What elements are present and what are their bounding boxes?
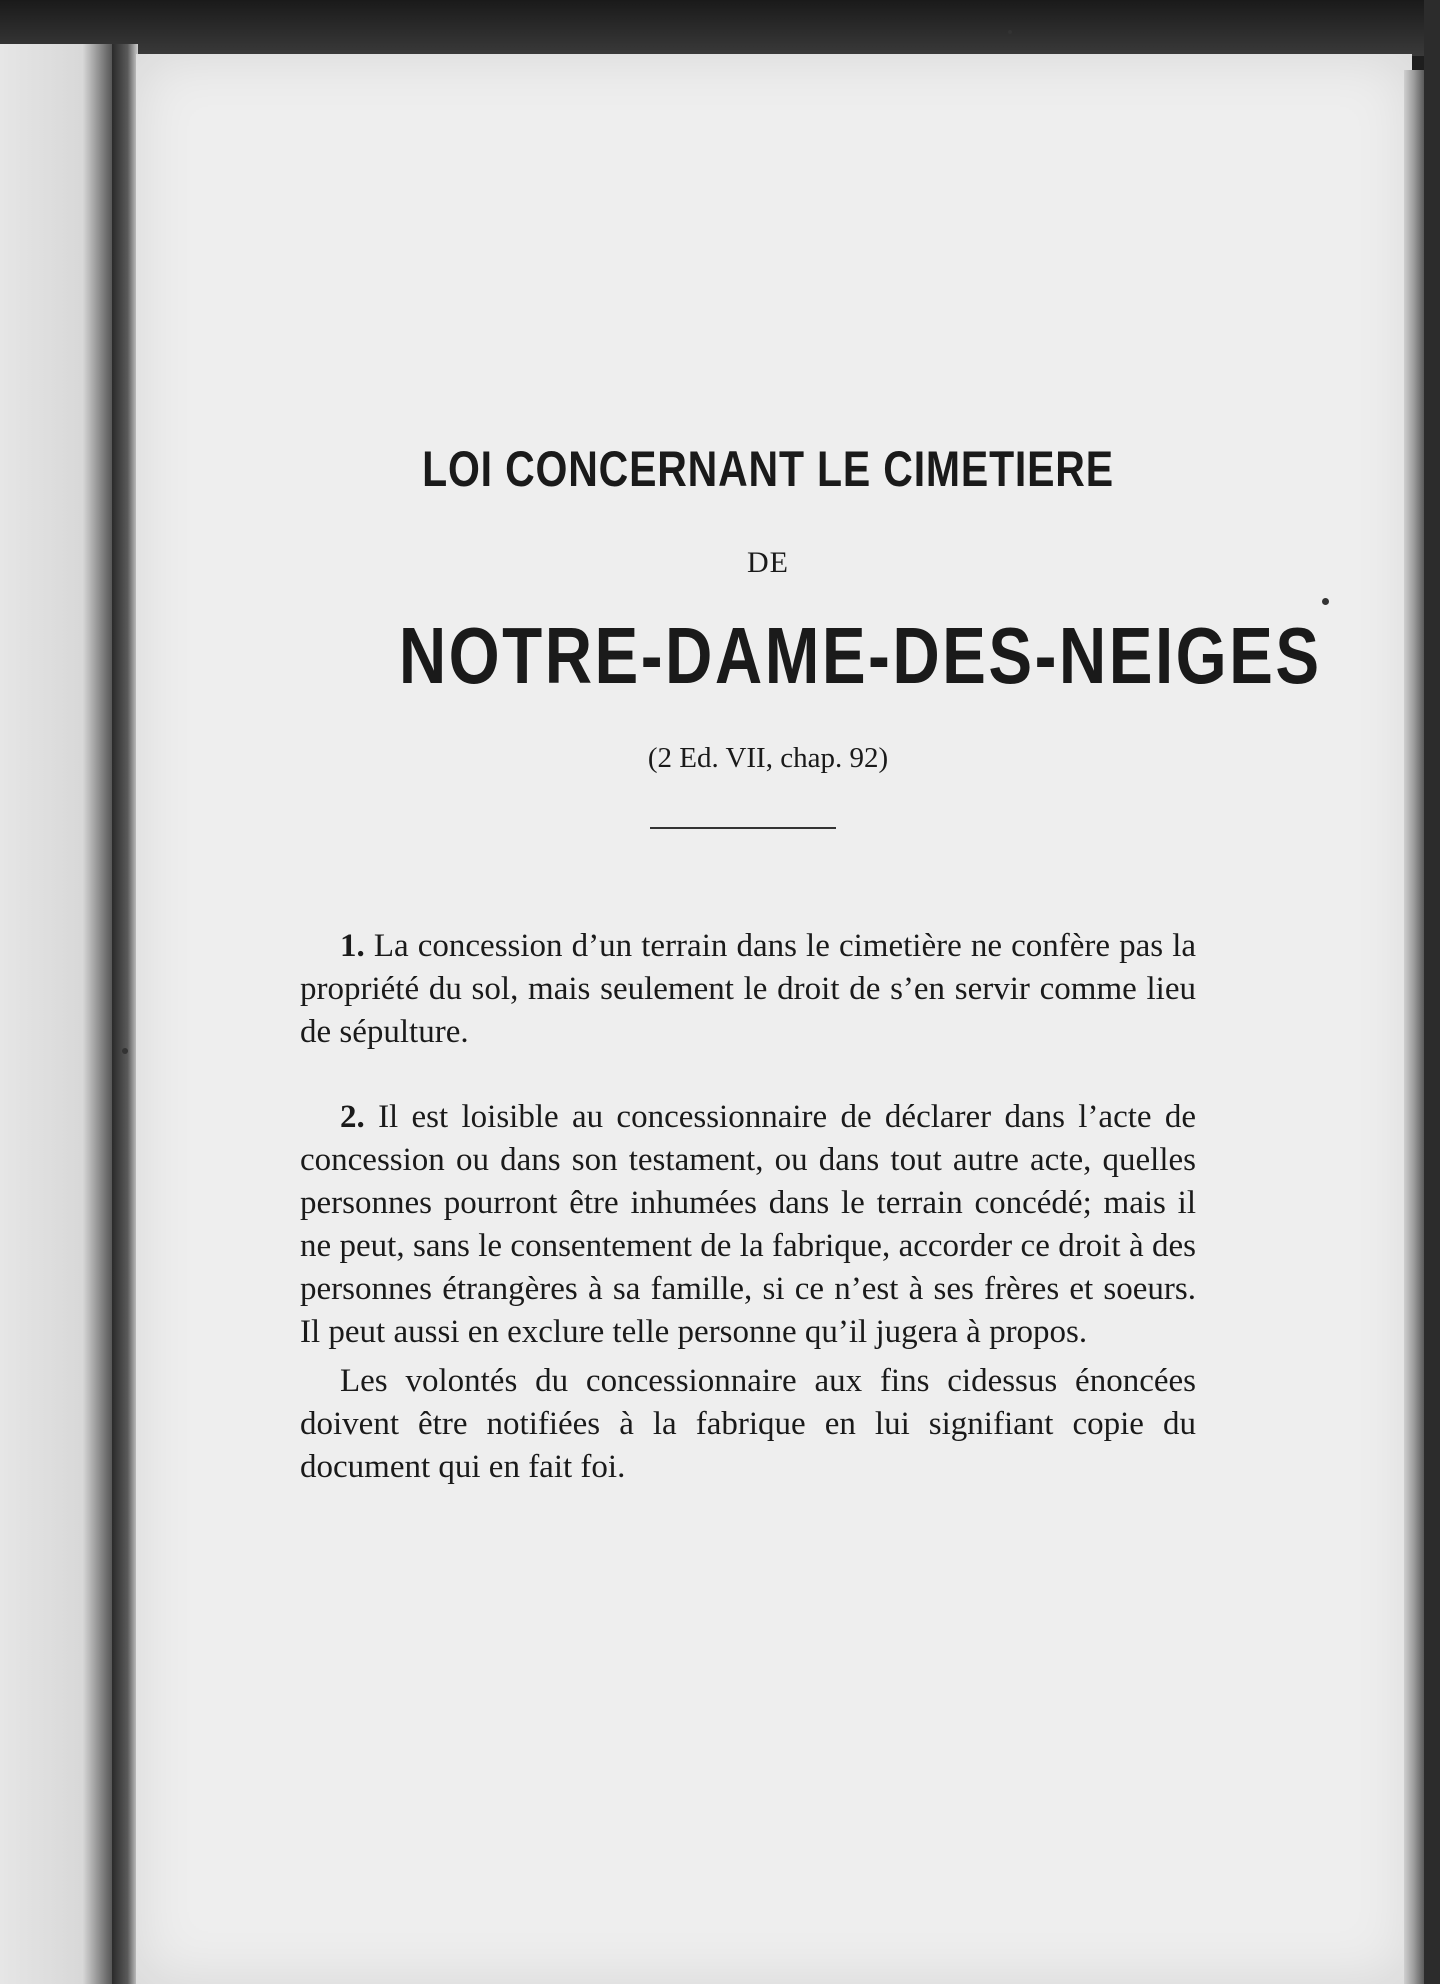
- law-title: LOI CONCERNANT LE CIMETIERE: [422, 441, 1114, 497]
- article-text: Il est loisible au concessionnaire de déclarer dans l’acte de concession ou dans son testament, ou dans tout autre acte, quelles personnes pourront être inhumées dans le terrain concédé; mais il ne peut, sans le consentement de la fabrique, accorder ce droit à des personnes étrangères à sa famille, si ce n’est à ses frères et soeurs. Il peut aussi en exclure telle personne qu’il jugera à propos.: [300, 1099, 1197, 1350]
- title-connector: DE: [747, 546, 789, 579]
- article-paragraph: [300, 925, 1196, 1054]
- scan-top-border: [0, 0, 1440, 56]
- section-divider: [650, 827, 836, 829]
- continuation-text: Les volontés du concessionnaire aux fins cidessus énoncées doivent être notifiées à la fabrique en lui signifiant copie du document qui en fait foi.: [300, 1363, 1196, 1485]
- scan-speck: [122, 1048, 128, 1054]
- page-stack-edge: [1404, 70, 1424, 1984]
- scan-speck: [1008, 30, 1012, 34]
- cemetery-name-heading: NOTRE-DAME-DES-NEIGES: [398, 611, 1322, 700]
- book-gutter: [112, 44, 138, 1984]
- statute-citation: (2 Ed. VII, chap. 92): [647, 742, 889, 774]
- article-number: 2.: [340, 1099, 365, 1135]
- article-number: 1.: [340, 928, 365, 964]
- article-text: La concession d’un terrain dans le cimetière ne confère pas la propriété du sol, mais seulement le droit de s’en servir comme lieu de sépulture.: [300, 928, 1197, 1050]
- scan-speck: [1322, 598, 1329, 605]
- article-paragraph: [300, 1096, 1196, 1354]
- page-content: [300, 440, 1322, 1489]
- continuation-paragraph: [300, 1360, 1196, 1489]
- left-page-edge: [0, 44, 118, 1984]
- scan-right-border: [1424, 0, 1440, 1984]
